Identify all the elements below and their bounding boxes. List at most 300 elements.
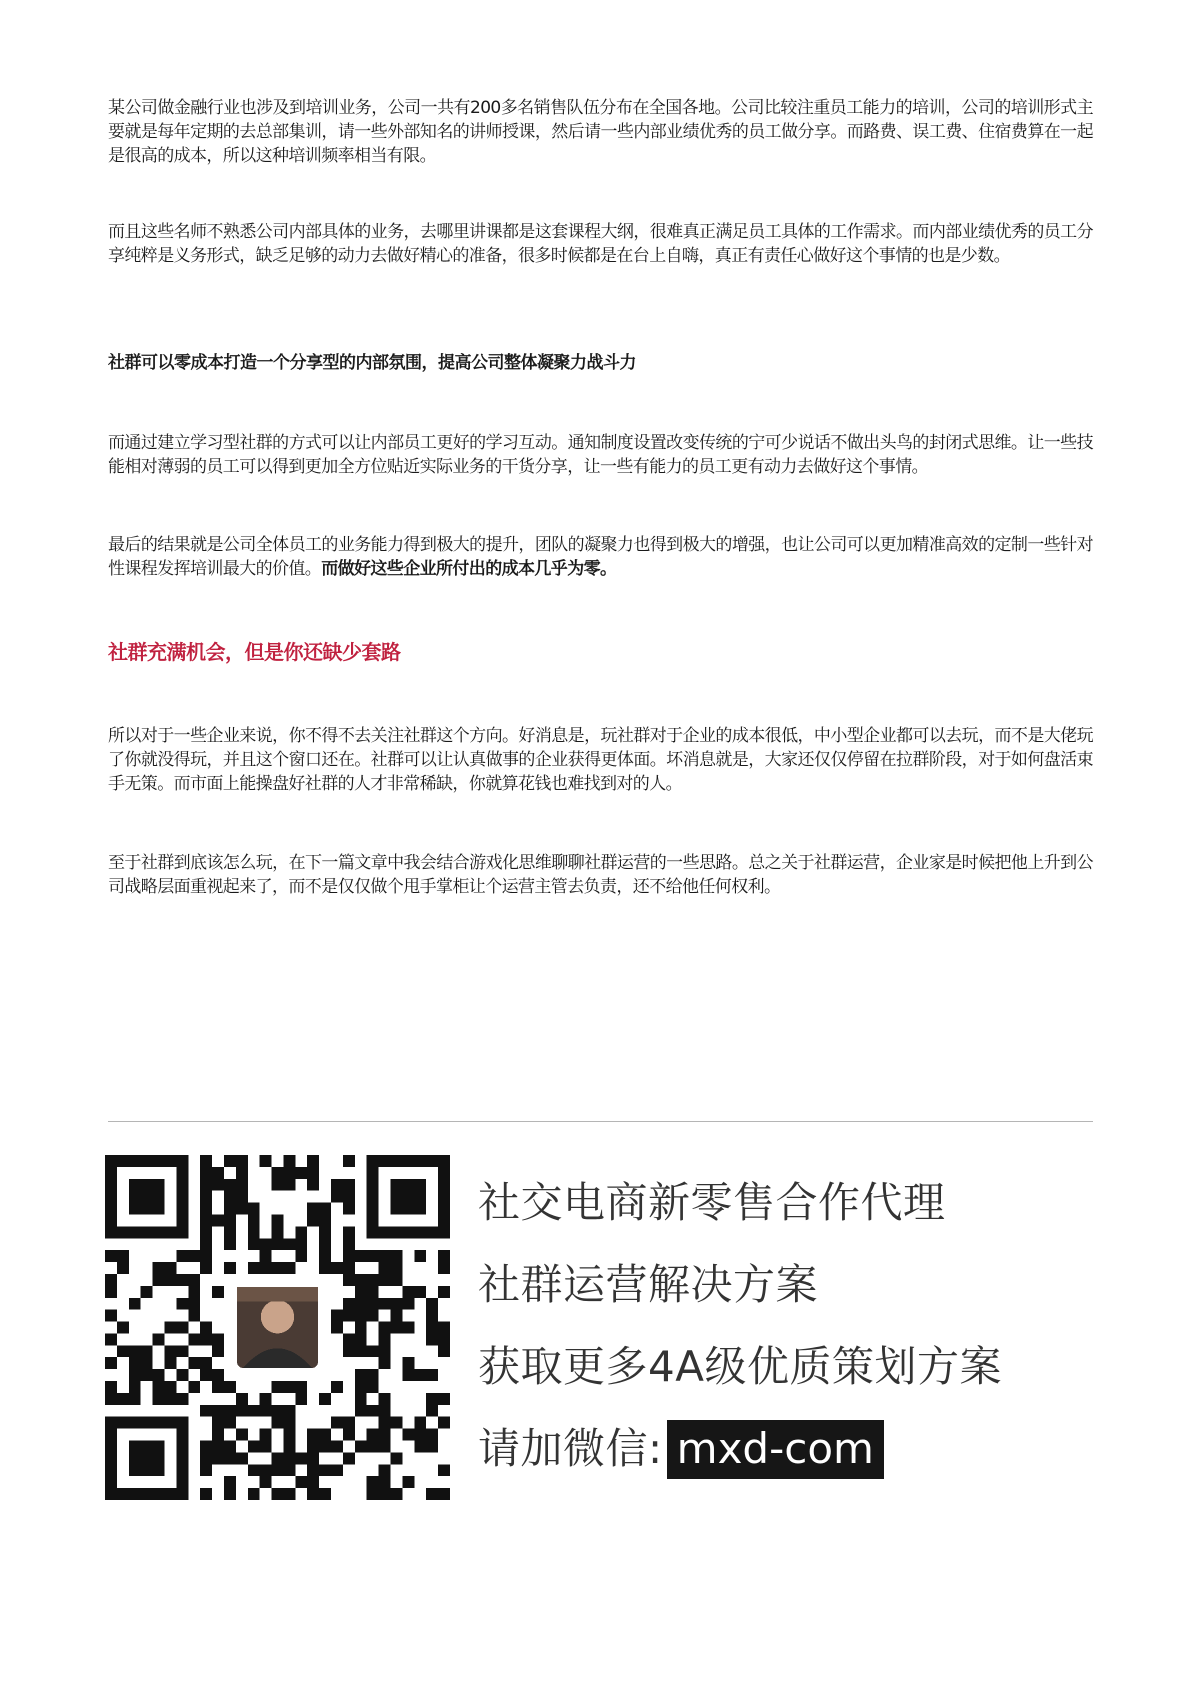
qr-module xyxy=(331,1322,343,1334)
qr-module xyxy=(343,1452,355,1464)
promo-line-4 xyxy=(478,1416,884,1479)
qr-module xyxy=(224,1155,236,1167)
wechat-id-badge: mxd-com xyxy=(667,1420,884,1479)
qr-module xyxy=(307,1429,319,1441)
qr-module xyxy=(343,1179,355,1191)
qr-module xyxy=(200,1441,212,1453)
qr-module xyxy=(283,1155,295,1167)
qr-module xyxy=(129,1393,141,1405)
qr-module xyxy=(236,1405,248,1417)
qr-module xyxy=(224,1226,236,1238)
qr-module xyxy=(153,1333,165,1345)
qr-module xyxy=(248,1203,260,1215)
qr-module xyxy=(248,1441,260,1453)
qr-module xyxy=(272,1464,284,1476)
qr-module xyxy=(188,1357,200,1369)
qr-module xyxy=(272,1179,284,1191)
qr-module xyxy=(379,1476,391,1488)
qr-module xyxy=(283,1262,295,1274)
qr-module xyxy=(212,1214,224,1226)
qr-module xyxy=(331,1464,343,1476)
qr-module xyxy=(414,1369,426,1381)
qr-module xyxy=(379,1357,391,1369)
qr-module xyxy=(367,1429,379,1441)
qr-module xyxy=(379,1322,391,1334)
qr-module xyxy=(402,1322,414,1334)
qr-module xyxy=(200,1452,212,1464)
qr-module xyxy=(283,1238,295,1250)
qr-module xyxy=(295,1226,307,1238)
qr-module xyxy=(212,1167,224,1179)
qr-module xyxy=(176,1369,188,1381)
qr-module xyxy=(307,1476,319,1488)
qr-module xyxy=(319,1488,331,1500)
qr-module xyxy=(117,1393,129,1405)
qr-module xyxy=(426,1441,438,1453)
qr-module xyxy=(212,1381,224,1393)
qr-module xyxy=(200,1238,212,1250)
qr-module xyxy=(105,1357,117,1369)
qr-finder-top-left xyxy=(105,1155,188,1238)
qr-module xyxy=(295,1238,307,1250)
qr-module xyxy=(379,1429,391,1441)
qr-module xyxy=(176,1322,188,1334)
qr-module xyxy=(212,1179,224,1191)
qr-module xyxy=(391,1250,403,1262)
article-paragraph-5: 所以对于一些企业来说，你不得不去关注社群这个方向。好消息是，玩社群对于企业的成本很低，中小型企业都可以去玩，而不是大佬玩了你就没得玩，并且这个窗口还在。社群可以让认真做事的企业获得更体面。坏消息就是，大家还仅仅停留在拉群阶段，对于如何盘活束手无策。而市面上能操盘好社群的人才非常稀缺，你就算花钱也难找到对的人。 xyxy=(108,726,1093,794)
qr-module xyxy=(402,1476,414,1488)
qr-module xyxy=(379,1274,391,1286)
article-paragraph-1: 某公司做金融行业也涉及到培训业务，公司一共有200多名销售队伍分布在全国各地。公司比较注重员工能力的培训，公司的培训形式主要就是每年定期的去总部集训，请一些外部知名的讲师授课，然后请一些内部业绩优秀的员工做分享。而路费、误工费、住宿费算在一起是很高的成本，所以这种培训频率相当有限。 xyxy=(108,98,1093,166)
qr-module xyxy=(129,1298,141,1310)
qr-module xyxy=(224,1476,236,1488)
qr-module xyxy=(248,1405,260,1417)
qr-module xyxy=(426,1488,438,1500)
qr-module xyxy=(295,1250,307,1262)
qr-module xyxy=(319,1250,331,1262)
qr-module xyxy=(402,1357,414,1369)
qr-module xyxy=(200,1191,212,1203)
qr-module xyxy=(391,1452,403,1464)
qr-module xyxy=(355,1322,367,1334)
qr-module xyxy=(367,1345,379,1357)
qr-module xyxy=(295,1381,307,1393)
qr-module xyxy=(260,1262,272,1274)
qr-module xyxy=(129,1369,141,1381)
wechat-label: 请加微信: xyxy=(478,1424,663,1473)
qr-module xyxy=(200,1369,212,1381)
qr-module xyxy=(379,1393,391,1405)
qr-module xyxy=(117,1322,129,1334)
promo-line-1: 社交电商新零售合作代理 xyxy=(478,1178,946,1227)
qr-module xyxy=(367,1405,379,1417)
qr-module xyxy=(200,1203,212,1215)
qr-module xyxy=(379,1441,391,1453)
qr-module xyxy=(367,1298,379,1310)
qr-module xyxy=(379,1488,391,1500)
qr-module xyxy=(331,1310,343,1322)
qr-module xyxy=(236,1191,248,1203)
qr-module xyxy=(212,1369,224,1381)
qr-module xyxy=(224,1262,236,1274)
qr-module xyxy=(414,1250,426,1262)
qr-module xyxy=(176,1345,188,1357)
qr-module xyxy=(355,1286,367,1298)
qr-module xyxy=(307,1179,319,1191)
qr-module xyxy=(283,1405,295,1417)
qr-module xyxy=(402,1429,414,1441)
qr-module xyxy=(272,1262,284,1274)
qr-module xyxy=(141,1369,153,1381)
qr-module xyxy=(224,1417,236,1429)
qr-module xyxy=(105,1274,117,1286)
qr-module xyxy=(367,1381,379,1393)
qr-module xyxy=(295,1476,307,1488)
qr-module xyxy=(248,1226,260,1238)
qr-module xyxy=(188,1333,200,1345)
qr-module xyxy=(343,1333,355,1345)
qr-module xyxy=(272,1405,284,1417)
qr-module xyxy=(307,1488,319,1500)
qr-module xyxy=(141,1357,153,1369)
qr-module xyxy=(426,1322,438,1334)
qr-module xyxy=(402,1286,414,1298)
qr-module xyxy=(343,1226,355,1238)
qr-module xyxy=(153,1381,165,1393)
qr-module xyxy=(153,1369,165,1381)
qr-module xyxy=(164,1393,176,1405)
qr-module xyxy=(283,1167,295,1179)
qr-module xyxy=(224,1488,236,1500)
qr-module xyxy=(367,1488,379,1500)
qr-module xyxy=(367,1274,379,1286)
qr-module xyxy=(307,1452,319,1464)
qr-module xyxy=(426,1310,438,1322)
qr-module xyxy=(319,1441,331,1453)
qr-module xyxy=(200,1488,212,1500)
qr-module xyxy=(283,1417,295,1429)
article-paragraph-4 xyxy=(108,533,1093,581)
paragraph-4-text: 最后的结果就是公司全体员工的业务能力得到极大的提升，团队的凝聚力也得到极大的增强，也让公司可以更加精准高效的定制一些针对性课程发挥培训最大的价值。 xyxy=(108,535,1093,579)
qr-module xyxy=(272,1488,284,1500)
qr-module xyxy=(438,1322,450,1334)
qr-module xyxy=(129,1345,141,1357)
qr-module xyxy=(236,1429,248,1441)
qr-module xyxy=(188,1286,200,1298)
qr-module xyxy=(200,1179,212,1191)
qr-module xyxy=(307,1464,319,1476)
paragraph-4-emphasis: 而做好这些企业所付出的成本几乎为零。 xyxy=(321,559,617,579)
qr-module xyxy=(438,1345,450,1357)
qr-module xyxy=(283,1429,295,1441)
qr-module xyxy=(272,1214,284,1226)
qr-module xyxy=(355,1369,367,1381)
qr-module xyxy=(343,1345,355,1357)
qr-module xyxy=(200,1464,212,1476)
qr-module xyxy=(438,1488,450,1500)
qr-module xyxy=(260,1464,272,1476)
qr-module xyxy=(164,1357,176,1369)
qr-module xyxy=(212,1417,224,1429)
qr-module xyxy=(272,1238,284,1250)
qr-module xyxy=(164,1322,176,1334)
qr-module xyxy=(355,1333,367,1345)
qr-module xyxy=(414,1417,426,1429)
qr-module xyxy=(426,1369,438,1381)
qr-module xyxy=(438,1286,450,1298)
qr-module xyxy=(343,1417,355,1429)
qr-module xyxy=(176,1274,188,1286)
qr-module xyxy=(212,1345,224,1357)
qr-module xyxy=(236,1155,248,1167)
qr-module xyxy=(391,1262,403,1274)
qr-module xyxy=(188,1298,200,1310)
qr-module xyxy=(212,1429,224,1441)
qr-module xyxy=(105,1250,117,1262)
article-paragraph-6: 至于社群到底该怎么玩，在下一篇文章中我会结合游戏化思维聊聊社群运营的一些思路。总之关于社群运营，企业家是时候把他上升到公司战略层面重视起来了，而不是仅仅做个甩手掌柜让个运营主管去负责，还不给他任何权利。 xyxy=(108,853,1093,897)
qr-module xyxy=(355,1298,367,1310)
qr-module xyxy=(272,1226,284,1238)
qr-module xyxy=(224,1203,236,1215)
qr-module xyxy=(200,1333,212,1345)
qr-finder-bottom-left xyxy=(105,1417,188,1500)
qr-module xyxy=(224,1441,236,1453)
qr-module xyxy=(426,1393,438,1405)
qr-module xyxy=(260,1238,272,1250)
qr-module xyxy=(200,1262,212,1274)
qr-module xyxy=(414,1441,426,1453)
qr-module xyxy=(343,1298,355,1310)
qr-module xyxy=(307,1167,319,1179)
qr-module xyxy=(153,1393,165,1405)
qr-module xyxy=(414,1286,426,1298)
qr-module xyxy=(438,1464,450,1476)
qr-module xyxy=(343,1238,355,1250)
qr-module xyxy=(260,1393,272,1405)
qr-module xyxy=(355,1310,367,1322)
qr-module xyxy=(355,1405,367,1417)
qr-module xyxy=(307,1203,319,1215)
qr-module xyxy=(260,1405,272,1417)
qr-module xyxy=(260,1250,272,1262)
qr-module xyxy=(343,1429,355,1441)
qr-finder-top-right xyxy=(367,1155,450,1238)
qr-module xyxy=(307,1214,319,1226)
article-paragraph-2: 而且这些名师不熟悉公司内部具体的业务，去哪里讲课都是这套课程大纲，很难真正满足员工具体的工作需求。而内部业绩优秀的员工分享纯粹是义务形式，缺乏足够的动力去做好精心的准备，很多时候都是在台上自嗨，真正有责任心做好这个事情的也是少数。 xyxy=(108,222,1093,266)
qr-module xyxy=(188,1381,200,1393)
qr-module xyxy=(295,1452,307,1464)
qr-module xyxy=(331,1441,343,1453)
qr-module xyxy=(319,1226,331,1238)
qr-module xyxy=(105,1333,117,1345)
qr-module xyxy=(129,1381,141,1393)
qr-module xyxy=(283,1441,295,1453)
qr-module xyxy=(402,1298,414,1310)
qr-module xyxy=(212,1452,224,1464)
qr-module xyxy=(188,1274,200,1286)
qr-module xyxy=(272,1167,284,1179)
qr-module xyxy=(331,1262,343,1274)
qr-module xyxy=(414,1429,426,1441)
qr-module xyxy=(212,1333,224,1345)
qr-module xyxy=(117,1262,129,1274)
qr-module xyxy=(283,1464,295,1476)
qr-module xyxy=(391,1417,403,1429)
qr-module xyxy=(319,1393,331,1405)
qr-module xyxy=(248,1238,260,1250)
qr-module xyxy=(343,1262,355,1274)
qr-module xyxy=(379,1262,391,1274)
qr-module xyxy=(355,1250,367,1262)
qr-module xyxy=(331,1191,343,1203)
qr-module xyxy=(331,1179,343,1191)
qr-module xyxy=(331,1417,343,1429)
qr-module xyxy=(355,1274,367,1286)
article-paragraph-3: 而通过建立学习型社群的方式可以让内部员工更好的学习互动。通知制度设置改变传统的宁可少说话不做出头鸟的封闭式思维。让一些技能相对薄弱的员工可以得到更加全方位贴近实际业务的干货分享，让一些有能力的员工更有动力去做好这个事情。 xyxy=(108,433,1093,477)
qr-module xyxy=(295,1393,307,1405)
qr-module xyxy=(224,1191,236,1203)
qr-module xyxy=(272,1381,284,1393)
qr-module xyxy=(367,1250,379,1262)
qr-module xyxy=(176,1250,188,1262)
qr-module xyxy=(105,1286,117,1298)
qr-module xyxy=(367,1286,379,1298)
qr-module xyxy=(355,1381,367,1393)
qr-module xyxy=(105,1310,117,1322)
qr-module xyxy=(438,1393,450,1405)
qr-module xyxy=(343,1310,355,1322)
qr-module xyxy=(426,1298,438,1310)
section-heading: 社群充满机会，但是你还缺少套路 xyxy=(108,640,401,664)
qr-module xyxy=(391,1310,403,1322)
qr-module xyxy=(367,1441,379,1453)
qr-module xyxy=(319,1203,331,1215)
qr-module xyxy=(355,1441,367,1453)
qr-module xyxy=(343,1250,355,1262)
qr-module xyxy=(283,1488,295,1500)
qr-module xyxy=(212,1405,224,1417)
qr-module xyxy=(343,1274,355,1286)
qr-module xyxy=(200,1250,212,1262)
qr-module xyxy=(391,1274,403,1286)
qr-module xyxy=(379,1333,391,1345)
qr-module xyxy=(272,1452,284,1464)
qr-module xyxy=(343,1155,355,1167)
qr-module xyxy=(355,1345,367,1357)
qr-module xyxy=(236,1452,248,1464)
qr-module xyxy=(164,1262,176,1274)
qr-module xyxy=(391,1488,403,1500)
qr-module xyxy=(343,1191,355,1203)
qr-module xyxy=(391,1322,403,1334)
qr-module xyxy=(200,1155,212,1167)
qr-module xyxy=(212,1441,224,1453)
qr-module xyxy=(379,1298,391,1310)
qr-module xyxy=(426,1405,438,1417)
qr-module xyxy=(319,1214,331,1226)
qr-module xyxy=(224,1179,236,1191)
qr-module xyxy=(224,1214,236,1226)
qr-module xyxy=(248,1262,260,1274)
qr-module xyxy=(283,1179,295,1191)
qr-module xyxy=(319,1238,331,1250)
qr-module xyxy=(391,1298,403,1310)
qr-module xyxy=(260,1155,272,1167)
qr-module xyxy=(224,1452,236,1464)
qr-module xyxy=(224,1381,236,1393)
qr-module xyxy=(188,1310,200,1322)
qr-module xyxy=(355,1393,367,1405)
qr-module xyxy=(200,1226,212,1238)
qr-module xyxy=(176,1393,188,1405)
qr-module xyxy=(272,1417,284,1429)
qr-module xyxy=(379,1345,391,1357)
qr-module xyxy=(236,1179,248,1191)
qr-module xyxy=(141,1286,153,1298)
qr-module xyxy=(236,1393,248,1405)
qr-module xyxy=(367,1476,379,1488)
qr-module xyxy=(105,1381,117,1393)
qr-module xyxy=(224,1405,236,1417)
qr-module xyxy=(295,1167,307,1179)
qr-module xyxy=(224,1238,236,1250)
promo-line-2: 社群运营解决方案 xyxy=(478,1260,819,1309)
qr-module xyxy=(236,1203,248,1215)
qr-center-avatar xyxy=(231,1281,324,1374)
qr-module xyxy=(438,1333,450,1345)
qr-module xyxy=(141,1345,153,1357)
qr-module xyxy=(248,1214,260,1226)
qr-module xyxy=(343,1203,355,1215)
qr-module xyxy=(200,1322,212,1334)
qr-module xyxy=(248,1488,260,1500)
qr-module xyxy=(188,1250,200,1262)
qr-module xyxy=(117,1345,129,1357)
qr-module xyxy=(283,1452,295,1464)
qr-module xyxy=(367,1369,379,1381)
promo-line-3: 获取更多4A级优质策划方案 xyxy=(478,1342,1002,1391)
qr-module xyxy=(426,1429,438,1441)
qr-module xyxy=(248,1464,260,1476)
qr-module xyxy=(319,1262,331,1274)
qr-module xyxy=(283,1381,295,1393)
qr-module xyxy=(117,1250,129,1262)
qr-module xyxy=(129,1357,141,1369)
qr-module xyxy=(438,1262,450,1274)
qr-module xyxy=(164,1345,176,1357)
qr-module xyxy=(426,1333,438,1345)
qr-code xyxy=(105,1155,450,1500)
qr-module xyxy=(438,1417,450,1429)
qr-module xyxy=(105,1393,117,1405)
qr-module xyxy=(153,1262,165,1274)
qr-module xyxy=(164,1274,176,1286)
qr-module xyxy=(379,1405,391,1417)
qr-module xyxy=(200,1167,212,1179)
qr-module xyxy=(319,1464,331,1476)
qr-module xyxy=(200,1405,212,1417)
qr-module xyxy=(438,1250,450,1262)
qr-module xyxy=(307,1441,319,1453)
qr-module xyxy=(236,1167,248,1179)
qr-module xyxy=(402,1369,414,1381)
qr-module xyxy=(153,1274,165,1286)
qr-module xyxy=(379,1464,391,1476)
qr-module xyxy=(307,1155,319,1167)
qr-module xyxy=(367,1310,379,1322)
qr-module xyxy=(176,1298,188,1310)
qr-module xyxy=(212,1286,224,1298)
